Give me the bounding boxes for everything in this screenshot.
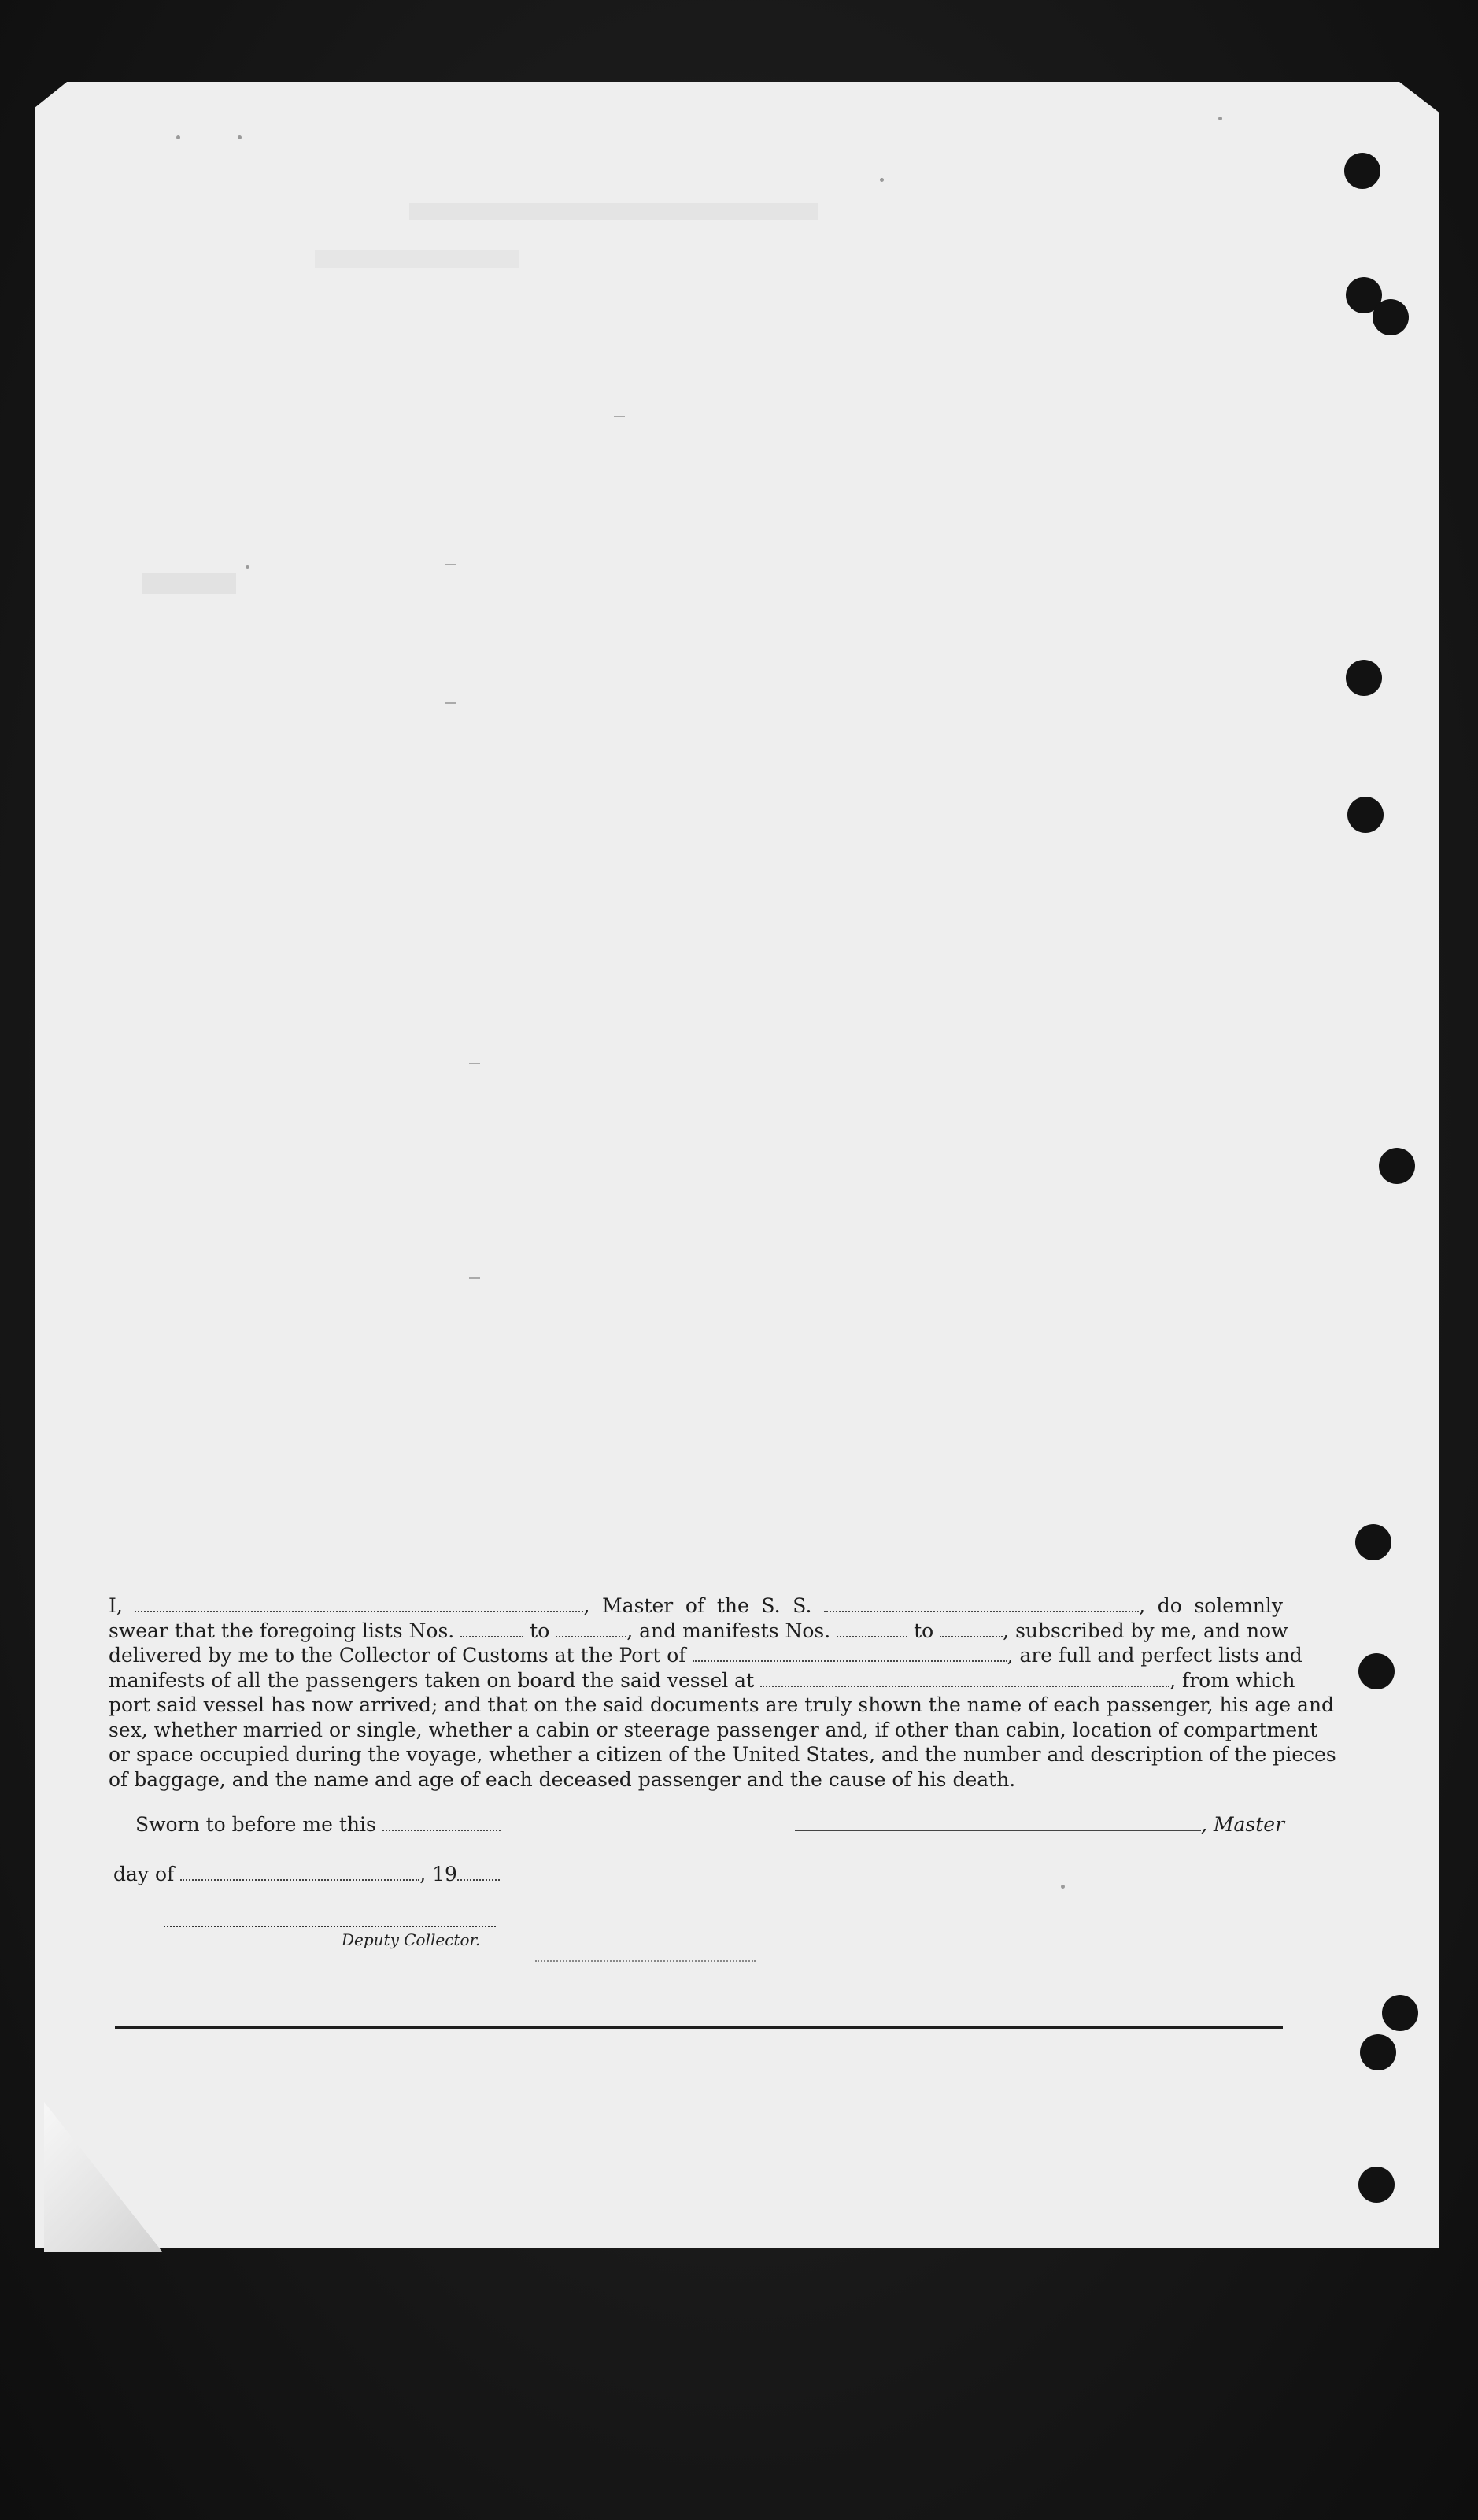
- punch-hole: [1360, 2034, 1396, 2070]
- separator-rule: [115, 2026, 1283, 2029]
- sworn-label: Sworn to before me this: [135, 1813, 501, 1836]
- speck: [1061, 1885, 1065, 1889]
- oath-line-1: I, , Master of the S. S. , do solemnly: [109, 1594, 1283, 1617]
- dash-mark: [469, 1063, 480, 1064]
- speck: [238, 135, 242, 139]
- year-blank[interactable]: [457, 1863, 500, 1881]
- list-to-blank[interactable]: [556, 1620, 626, 1637]
- dash-mark: [445, 702, 456, 704]
- master-signature-blank[interactable]: [795, 1815, 1201, 1831]
- speck: [1218, 117, 1222, 120]
- port-blank[interactable]: [693, 1645, 1007, 1662]
- list-from-blank[interactable]: [460, 1620, 523, 1637]
- manifest-to-blank[interactable]: [940, 1620, 1003, 1637]
- punch-hole: [1379, 1148, 1415, 1184]
- oath-line-3: delivered by me to the Collector of Customs at the Port of , are full and perfect lists and: [109, 1644, 1302, 1667]
- deputy-collector-label: Deputy Collector.: [342, 1930, 481, 1949]
- embarkation-port-blank[interactable]: [760, 1670, 1169, 1687]
- oath-line-7: or space occupied during the voyage, whether a citizen of the United States, and the number and description of the pieces: [109, 1743, 1336, 1766]
- master-signature: , Master: [795, 1813, 1284, 1836]
- sworn-date-blank[interactable]: [382, 1814, 501, 1831]
- show-through-text: [315, 250, 519, 268]
- punch-hole: [1347, 797, 1384, 833]
- speck: [880, 178, 884, 182]
- deputy-signature-line[interactable]: [164, 1926, 496, 1927]
- day-of-blank[interactable]: [180, 1863, 419, 1881]
- ship-name-blank[interactable]: [824, 1595, 1139, 1612]
- show-through-text: [409, 203, 818, 220]
- speck: [176, 135, 180, 139]
- punch-hole: [1373, 299, 1409, 335]
- oath-line-4: manifests of all the passengers taken on board the said vessel at , from which: [109, 1668, 1295, 1692]
- master-name-blank[interactable]: [135, 1595, 583, 1612]
- punch-hole: [1358, 2167, 1395, 2203]
- faint-dotted-line: [535, 1960, 756, 1962]
- dash-mark: [614, 416, 625, 417]
- punch-hole: [1346, 660, 1382, 696]
- oath-line-2: swear that the foregoing lists Nos. to , and manifests Nos. to , subscribed by me, and now: [109, 1619, 1288, 1642]
- oath-line-8: of baggage, and the name and age of each deceased passenger and the cause of his death.: [109, 1767, 1016, 1791]
- punch-hole: [1358, 1653, 1395, 1689]
- oath-line-5: port said vessel has now arrived; and that on the said documents are truly shown the name of each passenger, his age and: [109, 1693, 1335, 1716]
- day-of-label: day of , 19: [113, 1863, 500, 1885]
- dash-mark: [469, 1277, 480, 1279]
- punch-hole: [1344, 153, 1380, 189]
- punch-hole: [1382, 1995, 1418, 2031]
- manifest-from-blank[interactable]: [837, 1620, 907, 1637]
- speck: [246, 565, 249, 569]
- punch-hole: [1355, 1524, 1391, 1560]
- show-through-text: [142, 573, 236, 594]
- oath-line-6: sex, whether married or single, whether a cabin or steerage passenger and, if other than cabin, location of compartment: [109, 1718, 1318, 1741]
- dash-mark: [445, 564, 456, 565]
- oath-paragraph: [109, 1593, 1336, 1792]
- document-page: [35, 82, 1439, 2248]
